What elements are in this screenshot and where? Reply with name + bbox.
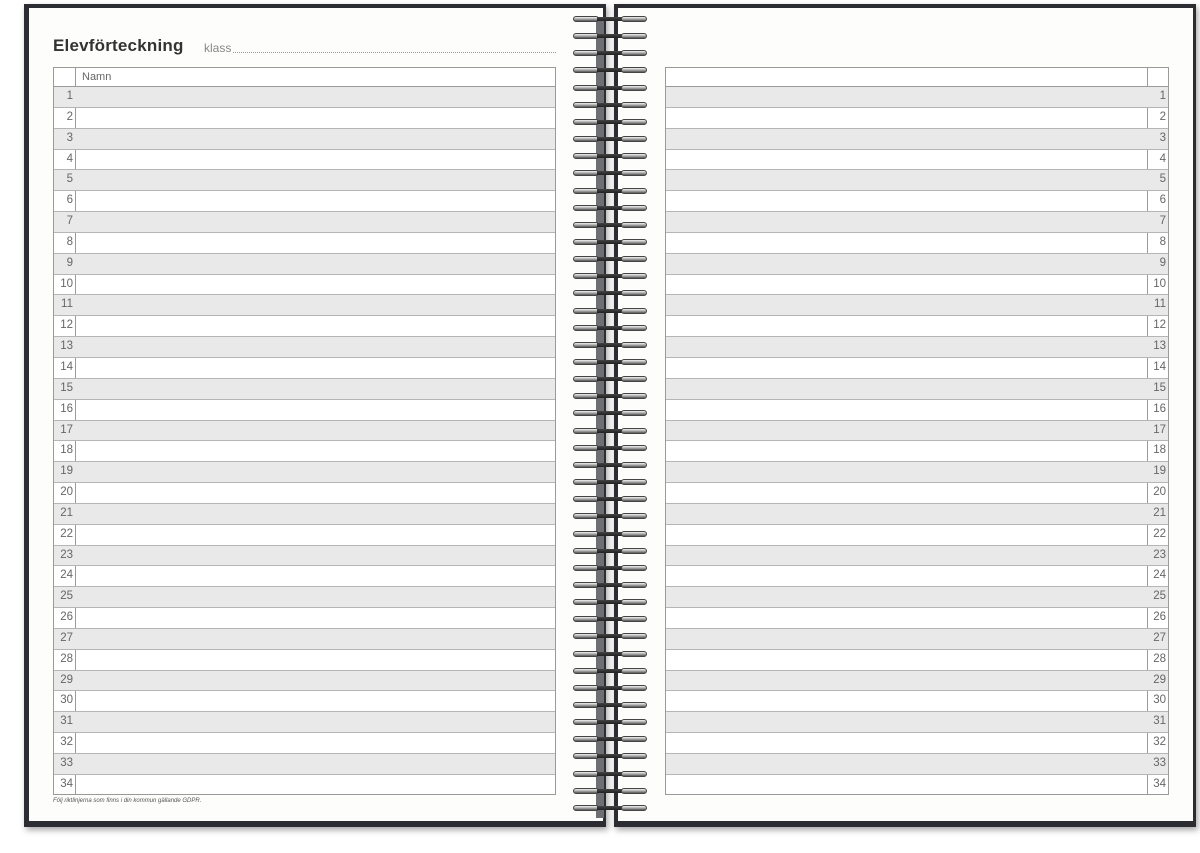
table-row: [666, 400, 1168, 421]
row-number: 34: [60, 777, 73, 790]
table-row: [54, 358, 555, 379]
table-row: [666, 483, 1168, 504]
row-number: 13: [60, 340, 73, 353]
spiral-coil: [573, 67, 647, 74]
gdpr-footnote: Följ riktlinjerna som finns i din kommun gällande GDPR.: [53, 798, 202, 804]
table-row: [54, 504, 555, 525]
row-number: 9: [66, 256, 73, 269]
spiral-coil: [573, 736, 647, 743]
row-number: 1: [1159, 90, 1166, 102]
student-table-right: [665, 67, 1169, 795]
class-field-line: [233, 52, 556, 53]
spiral-coil: [573, 342, 647, 349]
spiral-coil: [573, 239, 647, 246]
row-number: 24: [60, 569, 73, 582]
table-row: [54, 546, 555, 567]
row-number: 31: [60, 715, 73, 728]
spiral-coil: [573, 222, 647, 229]
table-row: [54, 337, 555, 358]
spiral-coil: [573, 771, 647, 778]
spiral-coil: [573, 805, 647, 812]
name-column-header: Namn: [82, 71, 112, 83]
spiral-coil: [573, 668, 647, 675]
table-row: [666, 608, 1168, 629]
student-table-left: [53, 67, 556, 795]
spiral-coil: [573, 651, 647, 658]
table-row: [666, 212, 1168, 233]
row-number: 14: [60, 360, 73, 373]
table-row: [54, 316, 555, 337]
row-number: 4: [66, 152, 73, 165]
row-number: 20: [60, 486, 73, 499]
spiral-coil: [573, 462, 647, 469]
row-number: 25: [1153, 590, 1166, 603]
table-row: [666, 629, 1168, 650]
table-row: [666, 650, 1168, 671]
table-row: [666, 379, 1168, 400]
row-number: 27: [1153, 631, 1166, 644]
spiral-coil: [573, 153, 647, 160]
row-number: 3: [1159, 131, 1166, 144]
table-row: [666, 504, 1168, 525]
row-number: 14: [1153, 360, 1166, 373]
spiral-coil: [573, 565, 647, 572]
row-number: 22: [60, 527, 73, 540]
table-row: [54, 608, 555, 629]
table-header: [54, 68, 555, 87]
table-row: [666, 775, 1168, 796]
spiral-coil: [573, 496, 647, 503]
table-row: [666, 462, 1168, 483]
table-row: [54, 587, 555, 608]
spiral-coil: [573, 753, 647, 760]
table-row: [54, 295, 555, 316]
row-number: 18: [60, 444, 73, 457]
spiral-coil: [573, 685, 647, 692]
row-number: 29: [60, 673, 73, 686]
row-number: 3: [66, 131, 73, 144]
spiral-coil: [573, 445, 647, 452]
row-number: 34: [1153, 777, 1166, 790]
table-row: [666, 733, 1168, 754]
table-row: [666, 525, 1168, 546]
table-row: [666, 754, 1168, 775]
table-rows-right: [666, 87, 1168, 794]
spiral-coil: [573, 410, 647, 417]
row-number: 30: [60, 694, 73, 707]
spiral-coil: [573, 616, 647, 623]
row-number: 12: [1153, 319, 1166, 332]
row-number: 13: [1153, 340, 1166, 353]
row-number: 23: [60, 548, 73, 561]
spiral-coil: [573, 788, 647, 795]
row-number: 16: [60, 402, 73, 415]
table-rows-left: [54, 87, 555, 794]
spiral-coil: [573, 136, 647, 143]
table-row: [54, 170, 555, 191]
row-number: 26: [1153, 611, 1166, 624]
table-row: [54, 754, 555, 775]
row-number: 32: [60, 736, 73, 749]
row-number: 33: [1153, 757, 1166, 769]
table-row: [666, 233, 1168, 254]
table-row: [54, 400, 555, 421]
row-number: 28: [60, 652, 73, 665]
row-number: 4: [1159, 152, 1166, 165]
row-number: 21: [60, 506, 73, 519]
row-number: 15: [60, 381, 73, 394]
row-number: 24: [1153, 569, 1166, 582]
spiral-coil: [573, 50, 647, 57]
table-row: [666, 546, 1168, 567]
table-row: [54, 129, 555, 150]
table-row: [54, 233, 555, 254]
table-row: [54, 775, 555, 796]
row-number: 23: [1153, 548, 1166, 561]
row-number: 15: [1153, 381, 1166, 394]
spiral-coil: [573, 119, 647, 126]
row-number: 20: [1153, 486, 1166, 499]
row-number: 8: [66, 235, 73, 248]
table-row: [54, 108, 555, 129]
table-row: [666, 275, 1168, 296]
table-row: [666, 129, 1168, 150]
table-row: [666, 150, 1168, 171]
row-number: 8: [1159, 235, 1166, 248]
row-number: 2: [1159, 110, 1166, 123]
table-row: [54, 671, 555, 692]
table-row: [54, 150, 555, 171]
table-row: [666, 87, 1168, 108]
row-number: 16: [1153, 402, 1166, 415]
spiral-coil: [573, 513, 647, 520]
table-row: [54, 87, 555, 108]
row-number: 32: [1153, 736, 1166, 749]
row-number: 26: [60, 611, 73, 624]
table-row: [666, 316, 1168, 337]
row-number: 19: [1153, 465, 1166, 478]
table-row: [54, 275, 555, 296]
row-number: 25: [60, 590, 73, 603]
spiral-coil: [573, 428, 647, 435]
table-row: [54, 650, 555, 671]
row-number: 1: [66, 90, 73, 102]
spiral-coil: [573, 376, 647, 383]
spiral-coil: [573, 256, 647, 263]
table-row: [54, 191, 555, 212]
spiral-coil: [573, 702, 647, 709]
row-number: 18: [1153, 444, 1166, 457]
row-number: 22: [1153, 527, 1166, 540]
row-number: 30: [1153, 694, 1166, 707]
row-number: 9: [1159, 256, 1166, 269]
table-row: [54, 691, 555, 712]
table-row: [666, 191, 1168, 212]
row-number: 10: [1153, 277, 1166, 290]
spiral-coil: [573, 188, 647, 195]
table-row: [666, 587, 1168, 608]
row-number: 17: [60, 423, 73, 436]
page-title: Elevförteckning: [53, 36, 184, 55]
spiral-coil: [573, 16, 647, 23]
table-row: [666, 421, 1168, 442]
spiral-coil: [573, 359, 647, 366]
table-header: [666, 68, 1168, 87]
spiral-coil: [573, 479, 647, 486]
row-number: 10: [60, 277, 73, 290]
row-number: 11: [1154, 298, 1166, 311]
spiral-coil: [573, 719, 647, 726]
row-number: 2: [66, 110, 73, 123]
spiral-coil: [573, 531, 647, 538]
row-number: 17: [1153, 423, 1166, 436]
table-row: [666, 295, 1168, 316]
row-number: 6: [1159, 194, 1166, 207]
spiral-coil: [573, 599, 647, 606]
table-row: [666, 712, 1168, 733]
row-number: 7: [1159, 215, 1166, 228]
table-row: [54, 629, 555, 650]
row-number: 31: [1153, 715, 1166, 728]
table-row: [666, 108, 1168, 129]
spiral-coil: [573, 102, 647, 109]
table-row: [666, 441, 1168, 462]
table-row: [666, 254, 1168, 275]
table-row: [666, 671, 1168, 692]
spiral-coil: [573, 205, 647, 212]
row-number: 33: [60, 757, 73, 769]
table-row: [54, 733, 555, 754]
table-row: [54, 462, 555, 483]
spiral-coil: [573, 85, 647, 92]
spiral-coil: [573, 633, 647, 640]
table-row: [54, 712, 555, 733]
row-number: 5: [66, 173, 73, 186]
row-number: 5: [1159, 173, 1166, 186]
row-number: 6: [66, 194, 73, 207]
class-label: klass: [204, 41, 232, 55]
table-row: [666, 337, 1168, 358]
row-number: 11: [61, 298, 73, 311]
table-row: [54, 212, 555, 233]
table-row: [54, 566, 555, 587]
row-number: 7: [66, 215, 73, 228]
spiral-coil: [573, 393, 647, 400]
spiral-coil: [573, 33, 647, 40]
row-number: 28: [1153, 652, 1166, 665]
table-row: [54, 379, 555, 400]
row-number: 27: [60, 631, 73, 644]
spiral-coil: [573, 325, 647, 332]
row-number: 21: [1153, 506, 1166, 519]
table-row: [54, 441, 555, 462]
spiral-coil: [573, 290, 647, 297]
table-row: [54, 525, 555, 546]
table-row: [54, 421, 555, 442]
table-row: [54, 254, 555, 275]
spiral-coil: [573, 308, 647, 315]
row-number: 29: [1153, 673, 1166, 686]
row-number: 12: [60, 319, 73, 332]
spiral-coil: [573, 548, 647, 555]
spiral-coil: [573, 170, 647, 177]
table-row: [666, 358, 1168, 379]
table-row: [666, 566, 1168, 587]
table-row: [54, 483, 555, 504]
row-number: 19: [60, 465, 73, 478]
table-row: [666, 170, 1168, 191]
table-row: [666, 691, 1168, 712]
spiral-coil: [573, 273, 647, 280]
spiral-coil: [573, 582, 647, 589]
